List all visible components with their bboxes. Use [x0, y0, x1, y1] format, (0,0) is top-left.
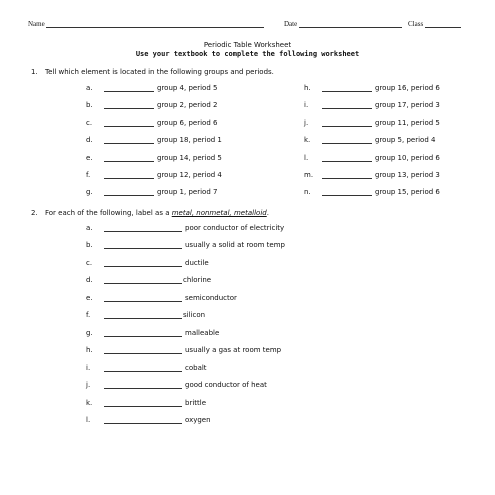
item-letter: l.	[86, 416, 91, 424]
item-letter: f.	[86, 311, 91, 319]
answer-blank[interactable]	[104, 301, 182, 302]
date-field	[284, 20, 402, 28]
item-letter: a.	[86, 224, 93, 232]
answer-blank[interactable]	[104, 231, 182, 232]
item-letter: e.	[86, 294, 93, 302]
page-subtitle: Use your textbook to complete the following worksheet	[135, 50, 360, 58]
item-letter: c.	[86, 119, 93, 127]
item-text: group 6, period 6	[157, 119, 218, 127]
item-text: group 10, period 6	[375, 154, 440, 162]
item-text: group 18, period 1	[157, 136, 222, 144]
answer-blank[interactable]	[104, 353, 182, 354]
date-line[interactable]	[299, 20, 402, 28]
item-text: poor conductor of electricity	[185, 224, 285, 232]
question-text-prefix: For each of the following, label as a	[45, 209, 170, 217]
item-letter: k.	[304, 136, 311, 144]
answer-blank[interactable]	[104, 195, 154, 196]
item-text: group 16, period 6	[375, 84, 440, 92]
class-label: Class	[408, 20, 424, 28]
item-letter: n.	[304, 188, 311, 196]
answer-blank[interactable]	[104, 161, 154, 162]
answer-blank[interactable]	[322, 195, 372, 196]
question-number: 1.	[31, 68, 38, 76]
answer-blank[interactable]	[104, 423, 182, 424]
item-letter: c.	[86, 259, 93, 267]
item-text: group 13, period 3	[375, 171, 440, 179]
item-text: group 1, period 7	[157, 188, 218, 196]
answer-blank[interactable]	[104, 143, 154, 144]
item-text: usually a gas at room temp	[185, 346, 282, 354]
name-field	[28, 20, 264, 28]
answer-blank[interactable]	[104, 248, 182, 249]
item-letter: b.	[86, 101, 93, 109]
answer-blank[interactable]	[322, 178, 372, 179]
question-text	[45, 209, 269, 217]
name-line[interactable]	[46, 20, 264, 28]
answer-blank[interactable]	[104, 406, 182, 407]
answer-blank[interactable]	[322, 91, 372, 92]
name-label: Name	[28, 20, 45, 28]
answer-blank[interactable]	[104, 266, 182, 267]
item-text: oxygen	[185, 416, 211, 424]
date-label: Date	[284, 20, 298, 28]
item-letter: f.	[86, 171, 91, 179]
item-text: group 2, period 2	[157, 101, 218, 109]
answer-blank[interactable]	[322, 143, 372, 144]
item-letter: k.	[86, 399, 93, 407]
answer-blank[interactable]	[104, 91, 154, 92]
item-letter: m.	[304, 171, 314, 179]
item-letter: h.	[86, 346, 93, 354]
item-letter: a.	[86, 84, 93, 92]
item-letter: g.	[86, 188, 93, 196]
item-letter: g.	[86, 329, 93, 337]
item-letter: d.	[86, 276, 93, 284]
question-text-suffix: .	[266, 209, 269, 217]
answer-blank[interactable]	[104, 388, 182, 389]
item-text: usually a solid at room temp	[185, 241, 285, 249]
item-letter: j.	[86, 381, 91, 389]
item-text: cobalt	[185, 364, 207, 372]
answer-blank[interactable]	[104, 336, 182, 337]
item-text: group 17, period 3	[375, 101, 440, 109]
answer-blank[interactable]	[322, 126, 372, 127]
item-letter: b.	[86, 241, 93, 249]
item-text: group 11, period 5	[375, 119, 440, 127]
item-text: group 12, period 4	[157, 171, 222, 179]
answer-blank[interactable]	[104, 371, 182, 372]
answer-blank[interactable]	[322, 161, 372, 162]
page-title: Periodic Table Worksheet	[203, 41, 292, 49]
item-letter: h.	[304, 84, 311, 92]
item-letter: d.	[86, 136, 93, 144]
item-text: malleable	[185, 329, 220, 337]
answer-blank[interactable]	[104, 108, 154, 109]
question-text-emphasis: metal, nonmetal, metalloid	[171, 209, 267, 217]
item-letter: e.	[86, 154, 93, 162]
item-text: semiconductor	[185, 294, 237, 302]
class-field	[408, 20, 461, 28]
item-letter: i.	[304, 101, 309, 109]
question-text: Tell which element is located in the following groups and periods.	[45, 68, 274, 76]
answer-blank[interactable]	[104, 126, 154, 127]
item-text: group 5, period 4	[375, 136, 436, 144]
item-text: group 14, period 5	[157, 154, 222, 162]
item-text: group 4, period 5	[157, 84, 218, 92]
item-text: group 15, period 6	[375, 188, 440, 196]
item-text: ductile	[185, 259, 209, 267]
item-letter: j.	[304, 119, 309, 127]
item-letter: l.	[304, 154, 309, 162]
class-line[interactable]	[425, 20, 461, 28]
answer-blank[interactable]	[104, 318, 182, 319]
item-text: silicon	[183, 311, 206, 319]
answer-blank[interactable]	[322, 108, 372, 109]
item-letter: i.	[86, 364, 91, 372]
question-number: 2.	[31, 209, 38, 217]
answer-blank[interactable]	[104, 178, 154, 179]
item-text: chlorine	[183, 276, 212, 284]
answer-blank[interactable]	[104, 283, 182, 284]
item-text: good conductor of heat	[185, 381, 267, 389]
item-text: brittle	[185, 399, 207, 407]
